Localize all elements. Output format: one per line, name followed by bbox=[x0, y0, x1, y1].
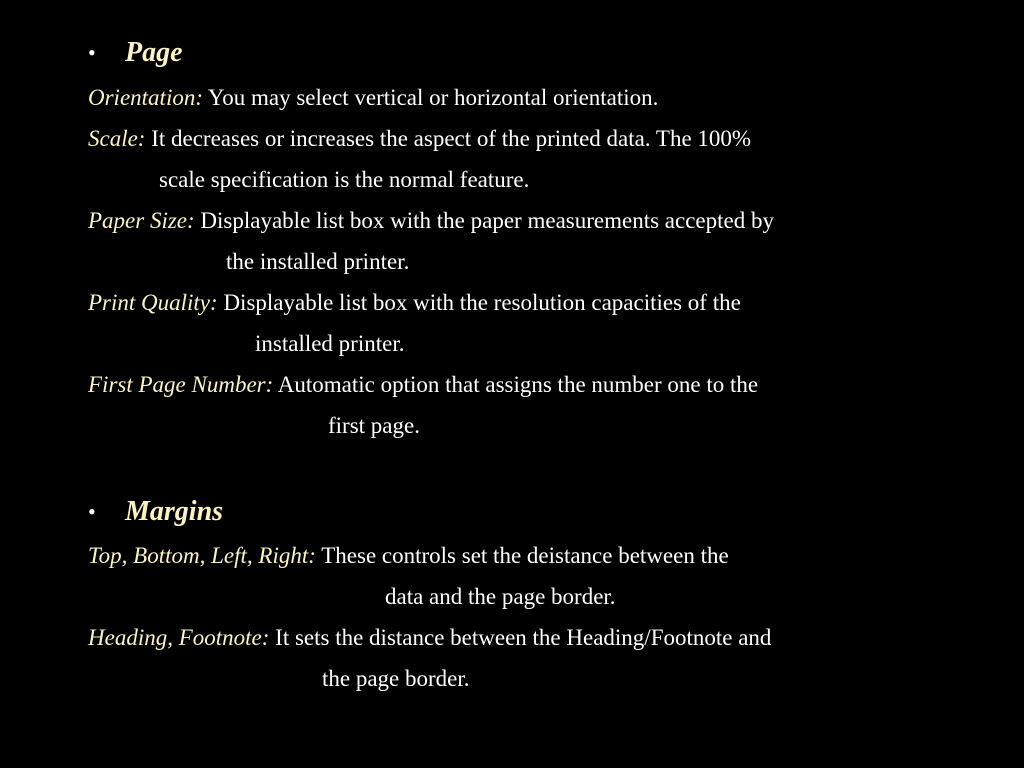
item-term: Heading, Footnote: bbox=[88, 625, 270, 650]
item-description: Displayable list box with the paper measurements accepted by bbox=[200, 208, 774, 233]
item-term: Print Quality: bbox=[88, 290, 218, 315]
item-paper-size-continuation bbox=[226, 247, 409, 277]
item-description: first page. bbox=[328, 413, 420, 438]
item-scale bbox=[88, 124, 751, 154]
bullet-icon: • bbox=[88, 40, 96, 65]
item-first-page-number-continuation bbox=[328, 411, 420, 441]
item-print-quality-continuation bbox=[255, 329, 404, 359]
item-term: First Page Number: bbox=[88, 372, 274, 397]
section-title: Page bbox=[125, 37, 183, 68]
item-description: It decreases or increases the aspect of the printed data. The 100% bbox=[151, 126, 752, 151]
item-top-bottom-left-right-continuation bbox=[385, 582, 616, 612]
item-description: Automatic option that assigns the number one to the bbox=[277, 372, 759, 397]
item-heading-footnote bbox=[88, 623, 771, 653]
item-description: It sets the distance between the Heading/Footnote and bbox=[275, 625, 772, 650]
section-title: Margins bbox=[125, 496, 224, 527]
item-paper-size bbox=[88, 206, 774, 236]
item-term: Orientation: bbox=[88, 85, 203, 110]
bullet-icon: • bbox=[88, 499, 96, 524]
item-description: You may select vertical or horizontal orientation. bbox=[207, 85, 659, 110]
item-description: These controls set the deistance between the bbox=[321, 543, 729, 568]
item-heading-footnote-continuation bbox=[322, 664, 470, 694]
item-description: the installed printer. bbox=[226, 249, 410, 274]
item-term: Paper Size: bbox=[88, 208, 195, 233]
item-description: installed printer. bbox=[255, 331, 405, 356]
item-term: Scale: bbox=[88, 126, 146, 151]
item-description: scale specification is the normal feature. bbox=[159, 167, 530, 192]
item-description: the page border. bbox=[322, 666, 470, 691]
item-top-bottom-left-right bbox=[88, 541, 729, 571]
item-first-page-number bbox=[88, 370, 758, 400]
item-scale-continuation bbox=[159, 165, 529, 195]
item-orientation bbox=[88, 83, 658, 113]
item-term: Top, Bottom, Left, Right: bbox=[88, 543, 316, 568]
item-print-quality bbox=[88, 288, 741, 318]
item-description: Displayable list box with the resolution capacities of the bbox=[223, 290, 741, 315]
item-description: data and the page border. bbox=[385, 584, 616, 609]
